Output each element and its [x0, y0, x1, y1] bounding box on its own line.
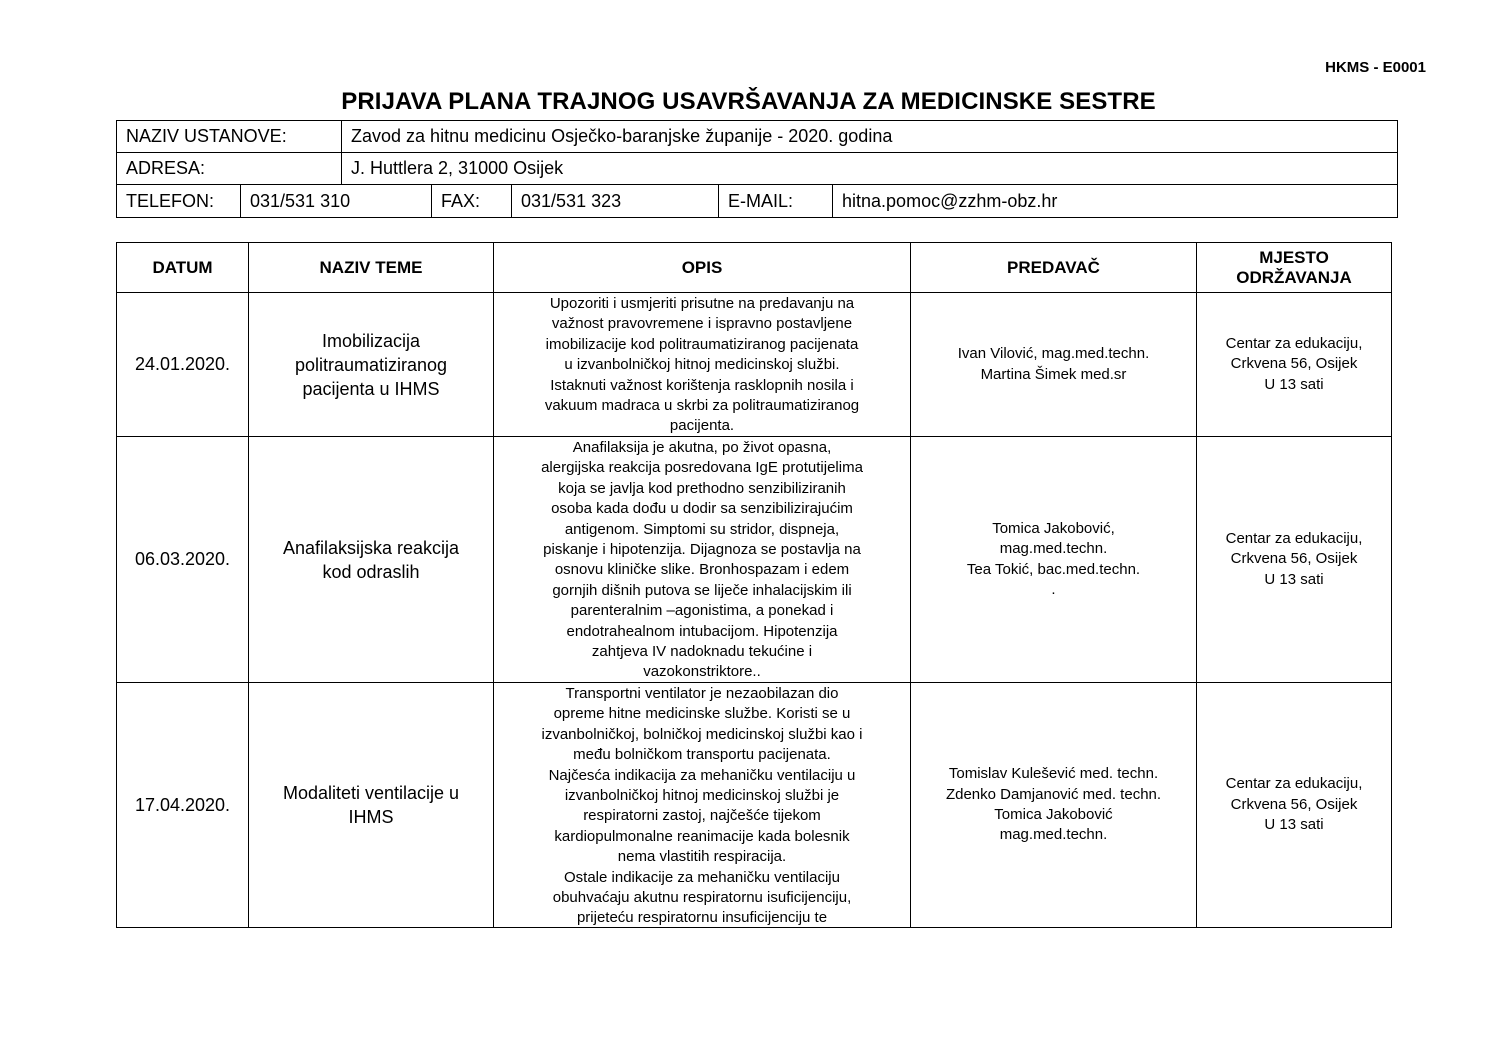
- mjesto-line: U 13 sati: [1264, 816, 1324, 834]
- opis-line: piskanje i hipotenzija. Dijagnoza se postavlja na: [543, 541, 861, 559]
- mjesto-line: Centar za edukaciju,: [1225, 334, 1363, 352]
- opis-text: [494, 438, 910, 681]
- fax-value: 031/531 323: [512, 185, 719, 218]
- education-plan-table: [116, 242, 1392, 928]
- predavac-text: [911, 344, 1196, 385]
- fax-label: FAX:: [432, 185, 512, 218]
- institution-row: [117, 121, 1398, 153]
- address-value: J. Huttlera 2, 31000 Osijek: [342, 153, 1398, 185]
- opis-line: prijeteću respiratornu insuficijenciju te: [576, 909, 828, 926]
- opis-line: koja se javlja kod prethodno senzibiliziranih: [558, 479, 846, 497]
- predavac-line: Martina Šimek med.sr: [980, 365, 1127, 383]
- predavac-line: .: [1051, 580, 1056, 598]
- mjesto-line: Centar za edukaciju,: [1225, 775, 1363, 793]
- opis-line: izvanbolničkoj, bolničkoj medicinskoj službi kao i: [541, 725, 863, 743]
- cell-opis: [494, 683, 911, 928]
- tema-line: pacijenta u IHMS: [302, 378, 440, 399]
- email-label: E-MAIL:: [719, 185, 833, 218]
- cell-datum: 06.03.2020.: [117, 437, 249, 683]
- header-datum: DATUM: [117, 243, 249, 293]
- tema-line: politraumatiziranog: [294, 354, 448, 375]
- cell-mjesto: [1197, 293, 1392, 437]
- predavac-text: [911, 764, 1196, 846]
- opis-line: gornjih dišnih putova se liječe inhalacijskim ili: [552, 581, 852, 599]
- mjesto-line: U 13 sati: [1264, 570, 1324, 588]
- header-mjesto-line-2: ODRŽAVANJA: [1236, 267, 1352, 287]
- tema-line: kod odraslih: [322, 561, 420, 582]
- opis-line: u izvanbolničkoj hitnoj medicinskoj službi.: [564, 356, 840, 374]
- opis-line: osnovu kliničke slike. Bronhospazam i edem: [554, 561, 850, 579]
- predavac-line: Tomica Jakobović: [994, 806, 1113, 823]
- cell-tema: [249, 293, 494, 437]
- tema-line: Modaliteti ventilacije u: [282, 783, 460, 803]
- cell-opis: [494, 437, 911, 683]
- header-tema: NAZIV TEME: [249, 243, 494, 293]
- institution-value: Zavod za hitnu medicinu Osječko-baranjske županije - 2020. godina: [342, 121, 1398, 153]
- opis-line: vakuum madraca u skrbi za politraumatiziranog: [544, 397, 860, 415]
- document-title: PRIJAVA PLANA TRAJNOG USAVRŠAVANJA ZA MEDICINSKE SESTRE: [341, 88, 1156, 115]
- opis-line: Ostale indikacije za mehaničku ventilaciju: [564, 868, 840, 886]
- opis-line: obuhvaćaju akutnu respiratornu isuficijenciju,: [552, 889, 852, 907]
- opis-line: nema vlastitih respiracija.: [617, 848, 787, 866]
- opis-line: imobilizacije kod politraumatiziranog pacijenata: [545, 335, 859, 353]
- header-opis: OPIS: [494, 243, 911, 293]
- cell-datum: 17.04.2020.: [117, 683, 249, 928]
- tema-text: [249, 536, 493, 584]
- opis-line: važnost pravovremene i ispravno postavljene: [551, 315, 853, 333]
- header-mjesto-line-1: MJESTO: [1259, 247, 1329, 267]
- mjesto-text: [1197, 774, 1391, 835]
- opis-text: [494, 294, 910, 435]
- tema-line: Anafilaksijska reakcija: [282, 537, 460, 558]
- opis-line: alergijska reakcija posredovana IgE protutijelima: [541, 459, 863, 477]
- tema-text: [249, 329, 493, 401]
- mjesto-line: U 13 sati: [1264, 375, 1324, 393]
- mjesto-line: Centar za edukaciju,: [1225, 529, 1363, 547]
- cell-mjesto: [1197, 683, 1392, 928]
- mjesto-line: Crkvena 56, Osijek: [1230, 355, 1358, 373]
- cell-predavac: [911, 437, 1197, 683]
- predavac-line: mag.med.techn.: [999, 540, 1108, 558]
- opis-line: parenteralnim –agonistima, a ponekad i: [570, 602, 834, 620]
- contact-row: [117, 185, 1398, 218]
- opis-line: vazokonstriktore..: [643, 663, 761, 681]
- opis-line: Istaknuti važnost korištenja rasklopnih nosila i: [550, 376, 854, 394]
- opis-line: izvanbolničkoj hitnoj medicinskoj službi je: [564, 787, 840, 805]
- email-value: hitna.pomoc@zzhm-obz.hr: [833, 185, 1398, 218]
- tema-line: Imobilizacija: [321, 330, 421, 351]
- mjesto-text: [1197, 529, 1391, 590]
- predavac-text: [911, 519, 1196, 601]
- table-row: [117, 683, 1392, 928]
- opis-line: među bolničkom transportu pacijenata.: [573, 746, 831, 764]
- opis-text: [494, 684, 910, 926]
- cell-predavac: [911, 683, 1197, 928]
- tema-text: [249, 781, 493, 829]
- cell-tema: [249, 683, 494, 928]
- institution-info-table: [116, 120, 1398, 218]
- opis-line: Transportni ventilator je nezaobilazan dio: [565, 685, 839, 702]
- opis-line: opreme hitne medicinske službe. Koristi se u: [553, 705, 851, 723]
- mjesto-line: Crkvena 56, Osijek: [1230, 550, 1358, 568]
- table-row: [117, 293, 1392, 437]
- cell-mjesto: [1197, 437, 1392, 683]
- cell-predavac: [911, 293, 1197, 437]
- opis-line: endotrahealnom intubacijom. Hipotenzija: [566, 622, 838, 640]
- opis-line: osoba kada dođu u dodir sa senzibilizirajućim: [551, 500, 853, 518]
- cell-opis: [494, 293, 911, 437]
- opis-line: antigenom. Simptomi su stridor, dispneja,: [564, 520, 840, 538]
- address-row: [117, 153, 1398, 185]
- document-code: HKMS - E0001: [1325, 59, 1426, 76]
- header-predavac: PREDAVAČ: [911, 243, 1197, 293]
- phone-value: 031/531 310: [241, 185, 432, 218]
- predavac-line: Tomislav Kulešević med. techn.: [948, 765, 1159, 783]
- table-header-row: [117, 243, 1392, 293]
- cell-tema: [249, 437, 494, 683]
- mjesto-line: Crkvena 56, Osijek: [1230, 795, 1358, 813]
- opis-line: kardiopulmonalne reanimacije kada bolesnik: [554, 827, 850, 845]
- opis-line: zahtjeva IV nadoknadu tekućine i: [591, 643, 813, 661]
- phone-label: TELEFON:: [117, 185, 241, 218]
- mjesto-text: [1197, 334, 1391, 395]
- address-label: ADRESA:: [117, 153, 342, 185]
- opis-line: respiratorni zastoj, najčešće tijekom: [583, 807, 821, 825]
- tema-line: IHMS: [348, 807, 394, 827]
- opis-line: Najčesća indikacija za mehaničku ventilaciju u: [548, 766, 856, 784]
- opis-line: pacijenta.: [669, 417, 735, 435]
- institution-label: NAZIV USTANOVE:: [117, 121, 342, 153]
- cell-datum: 24.01.2020.: [117, 293, 249, 437]
- table-row: [117, 437, 1392, 683]
- predavac-line: Zdenko Damjanović med. techn.: [945, 785, 1162, 803]
- predavac-line: Tomica Jakobović,: [992, 519, 1115, 537]
- opis-line: Anafilaksija je akutna, po život opasna,: [572, 439, 832, 456]
- predavac-line: mag.med.techn.: [999, 826, 1108, 844]
- header-mjesto: [1197, 243, 1392, 293]
- predavac-line: Tea Tokić, bac.med.techn.: [966, 560, 1141, 578]
- opis-line: Upozoriti i usmjeriti prisutne na predavanju na: [549, 295, 855, 312]
- predavac-line: Ivan Vilović, mag.med.techn.: [957, 345, 1150, 363]
